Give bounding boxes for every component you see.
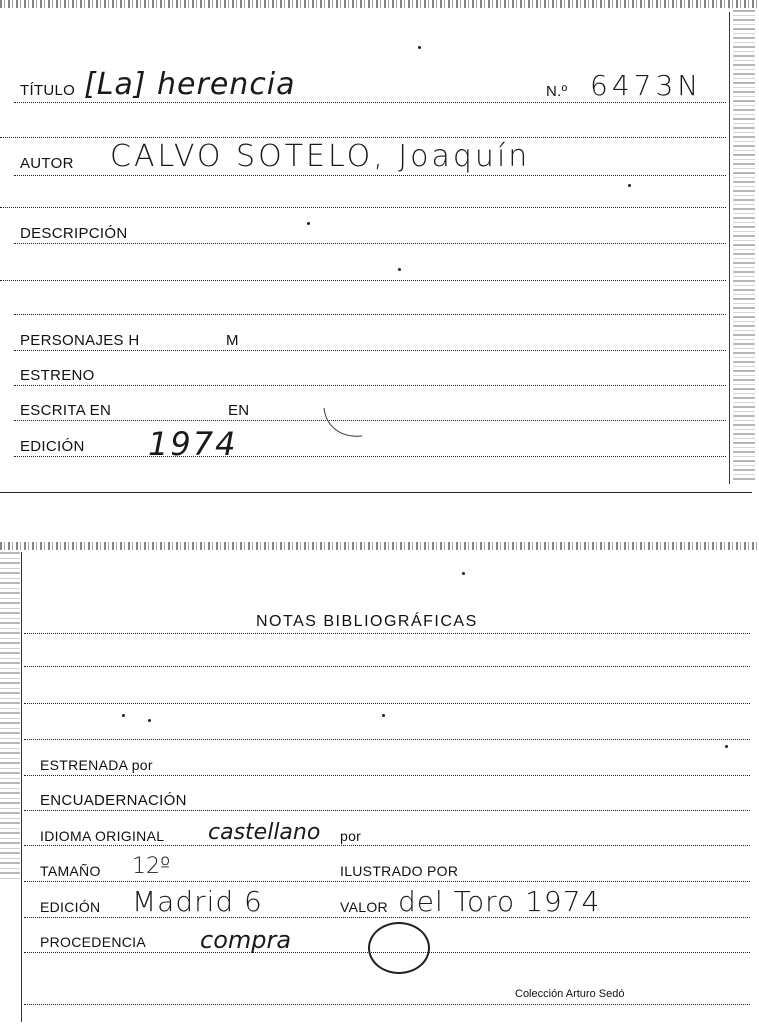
rule-2 xyxy=(0,137,726,138)
autor-label: AUTOR xyxy=(20,155,74,172)
valor-value: del Toro 1974 xyxy=(398,885,601,918)
back-edicion-label: EDICIÓN xyxy=(40,899,101,915)
descripcion-label: DESCRIPCIÓN xyxy=(20,225,128,242)
rule-b2 xyxy=(24,666,750,667)
card-border-left xyxy=(21,552,22,1022)
speck xyxy=(307,222,310,225)
card-left-edge xyxy=(0,552,20,882)
escrita-label: ESCRITA EN xyxy=(20,402,112,419)
speck xyxy=(382,714,385,717)
titulo-value: [La] herencia xyxy=(84,67,296,102)
personajes-label: PERSONAJES H xyxy=(20,332,140,349)
card-top-edge xyxy=(0,542,759,550)
titulo-label: TÍTULO xyxy=(20,82,76,99)
footer-rule xyxy=(24,1004,750,1005)
valor-label: VALOR xyxy=(340,899,388,915)
rule-6 xyxy=(0,280,726,281)
idioma-rule xyxy=(24,845,750,846)
procedencia-value: compra xyxy=(200,926,292,954)
speck xyxy=(398,268,401,271)
edicion-rule xyxy=(14,456,726,457)
footer-collection: Colección Arturo Sedó xyxy=(515,988,625,1000)
numero-value: 6473N xyxy=(590,69,703,102)
tamano-label: TAMAÑO xyxy=(40,863,101,879)
autor-value: CALVO SOTELO, Joaquín xyxy=(110,139,531,174)
speck xyxy=(418,46,421,49)
estrenada-rule xyxy=(24,775,750,776)
personajes-m-label: M xyxy=(226,332,239,349)
estreno-rule xyxy=(14,385,726,386)
circular-stamp xyxy=(368,922,430,974)
notas-title: NOTAS BIBLIOGRÁFICAS xyxy=(256,613,478,630)
estrenada-label: ESTRENADA por xyxy=(40,757,153,773)
speck xyxy=(148,719,151,722)
procedencia-label: PROCEDENCIA xyxy=(40,934,146,950)
rule-b4 xyxy=(24,739,750,740)
idioma-por-label: por xyxy=(340,828,362,844)
card-right-edge xyxy=(733,10,755,480)
edicion-value: 1974 xyxy=(148,425,238,463)
speck xyxy=(122,714,125,717)
titulo-rule xyxy=(14,102,726,103)
speck xyxy=(725,745,728,748)
card-top-edge xyxy=(0,0,759,8)
rule-4 xyxy=(0,207,726,208)
descripcion-rule xyxy=(14,243,726,244)
rule-7 xyxy=(14,314,726,315)
ink-smudge-mark xyxy=(318,398,368,443)
catalog-card-back xyxy=(0,538,759,1028)
autor-rule xyxy=(14,175,726,176)
speck xyxy=(462,572,465,575)
escrita-en-label: EN xyxy=(228,402,250,419)
catalog-card-front xyxy=(0,0,759,495)
ilustrado-label: ILUSTRADO POR xyxy=(340,863,459,879)
tamano-rule xyxy=(24,881,750,882)
notas-rule xyxy=(24,633,750,634)
idioma-label: IDIOMA ORIGINAL xyxy=(40,828,165,844)
idioma-value: castellano xyxy=(208,820,321,845)
edicion-valor-rule xyxy=(24,917,750,918)
estreno-label: ESTRENO xyxy=(20,367,95,384)
escrita-rule xyxy=(14,420,726,421)
speck xyxy=(628,184,631,187)
encuadernacion-rule xyxy=(24,810,750,811)
numero-label: N.º xyxy=(546,83,568,100)
card-border-right xyxy=(729,12,730,484)
encuadernacion-label: ENCUADERNACIÓN xyxy=(40,792,187,809)
personajes-rule xyxy=(14,350,726,351)
card-bottom-border xyxy=(0,492,752,493)
rule-b3 xyxy=(24,703,750,704)
back-edicion-value: Madrid 6 xyxy=(132,885,263,918)
procedencia-rule xyxy=(24,952,750,953)
tamano-value: 12º xyxy=(132,854,171,879)
edicion-label: EDICIÓN xyxy=(20,438,85,455)
